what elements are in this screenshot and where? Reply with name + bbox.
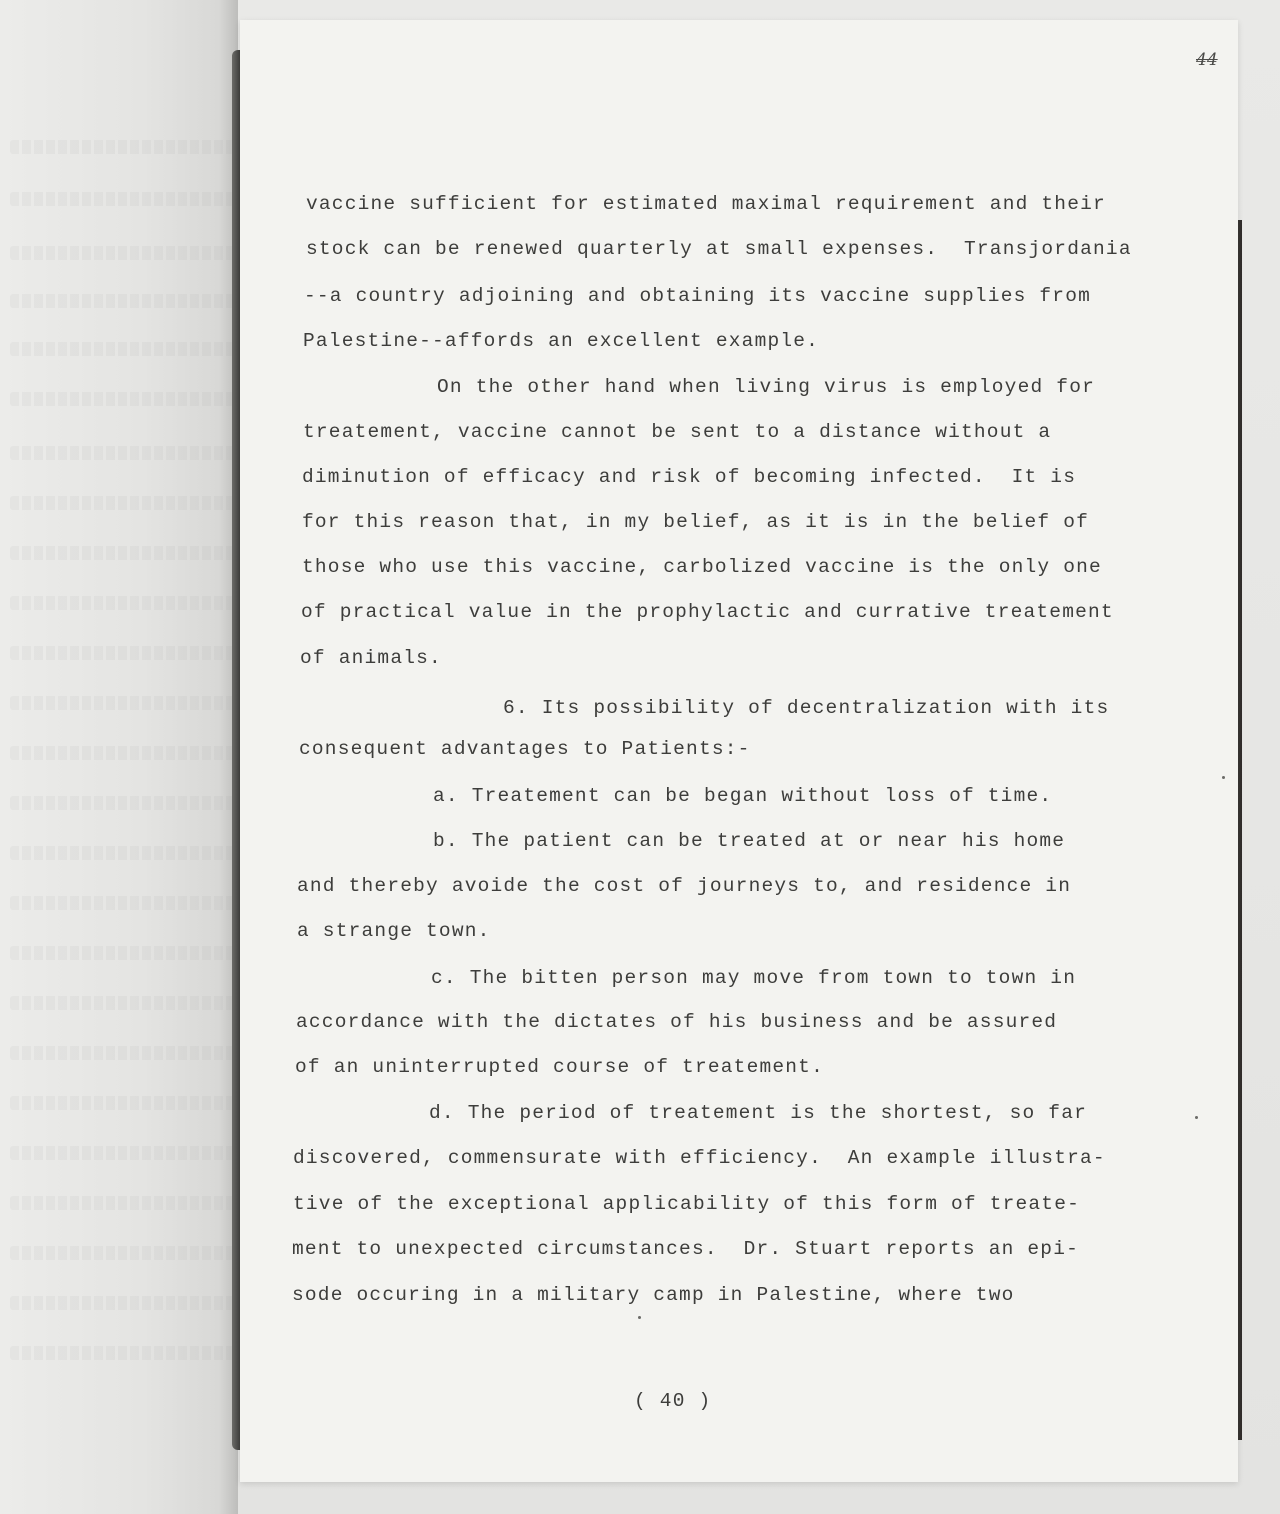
show-through-text [10,596,234,610]
show-through-text [10,696,234,710]
show-through-text [10,846,234,860]
text-line: c. The bitten person may move from town to town in [431,967,1077,989]
show-through-text [10,1096,234,1110]
page-number: ( 40 ) [634,1390,712,1412]
text-line: of practical value in the prophylactic and currative treatement [301,601,1114,623]
text-line: a. Treatement can be began without loss of time. [433,785,1053,807]
text-line: --a country adjoining and obtaining its vaccine supplies from [304,285,1092,307]
text-line: Palestine--affords an excellent example. [303,330,820,352]
text-line: sode occuring in a military camp in Palestine, where two [292,1284,1015,1306]
show-through-text [10,896,234,910]
text-line: d. The period of treatement is the shortest, so far [429,1102,1087,1124]
text-line: and thereby avoide the cost of journeys to, and residence in [297,875,1072,897]
text-line: 6. Its possibility of decentralization with its [503,697,1110,719]
show-through-text [10,246,234,260]
text-line: of an uninterrupted course of treatement. [295,1056,824,1078]
text-line: b. The patient can be treated at or near his home [433,830,1066,852]
text-line: of animals. [300,647,442,669]
paper-speck [638,1316,641,1319]
show-through-text [10,1296,234,1310]
text-line: stock can be renewed quarterly at small expenses. Transjordania [306,238,1132,260]
typescript-page [240,20,1238,1482]
facing-page [0,0,238,1514]
show-through-text [10,1046,234,1060]
show-through-text [10,1146,234,1160]
show-through-text [10,646,234,660]
show-through-text [10,342,234,356]
show-through-text [10,446,234,460]
show-through-text [10,746,234,760]
show-through-text [10,796,234,810]
show-through-text [10,946,234,960]
paper-speck [1222,776,1225,779]
text-line: for this reason that, in my belief, as it is in the belief of [302,511,1090,533]
show-through-text [10,1346,234,1360]
show-through-text [10,496,234,510]
text-line: On the other hand when living virus is employed for [437,376,1095,398]
text-line: vaccine sufficient for estimated maximal requirement and their [306,193,1106,215]
text-line: discovered, commensurate with efficiency. An example illustra- [293,1147,1106,1169]
show-through-text [10,140,234,154]
show-through-text [10,392,234,406]
show-through-text [10,192,234,206]
show-through-text [10,294,234,308]
text-line: treatement, vaccine cannot be sent to a distance without a [303,421,1052,443]
text-line: consequent advantages to Patients:- [299,738,751,760]
text-line: diminution of efficacy and risk of becoming infected. It is [302,466,1077,488]
text-line: a strange town. [297,920,491,942]
show-through-text [10,1196,234,1210]
text-line: those who use this vaccine, carbolized vaccine is the only one [302,556,1102,578]
folio-mark: 44 [1196,50,1218,70]
show-through-text [10,1246,234,1260]
show-through-text [10,996,234,1010]
show-through-text [10,546,234,560]
text-line: ment to unexpected circumstances. Dr. Stuart reports an epi- [292,1238,1080,1260]
text-line: accordance with the dictates of his business and be assured [296,1011,1058,1033]
paper-speck [1195,1116,1198,1119]
text-line: tive of the exceptional applicability of this form of treate- [293,1193,1081,1215]
